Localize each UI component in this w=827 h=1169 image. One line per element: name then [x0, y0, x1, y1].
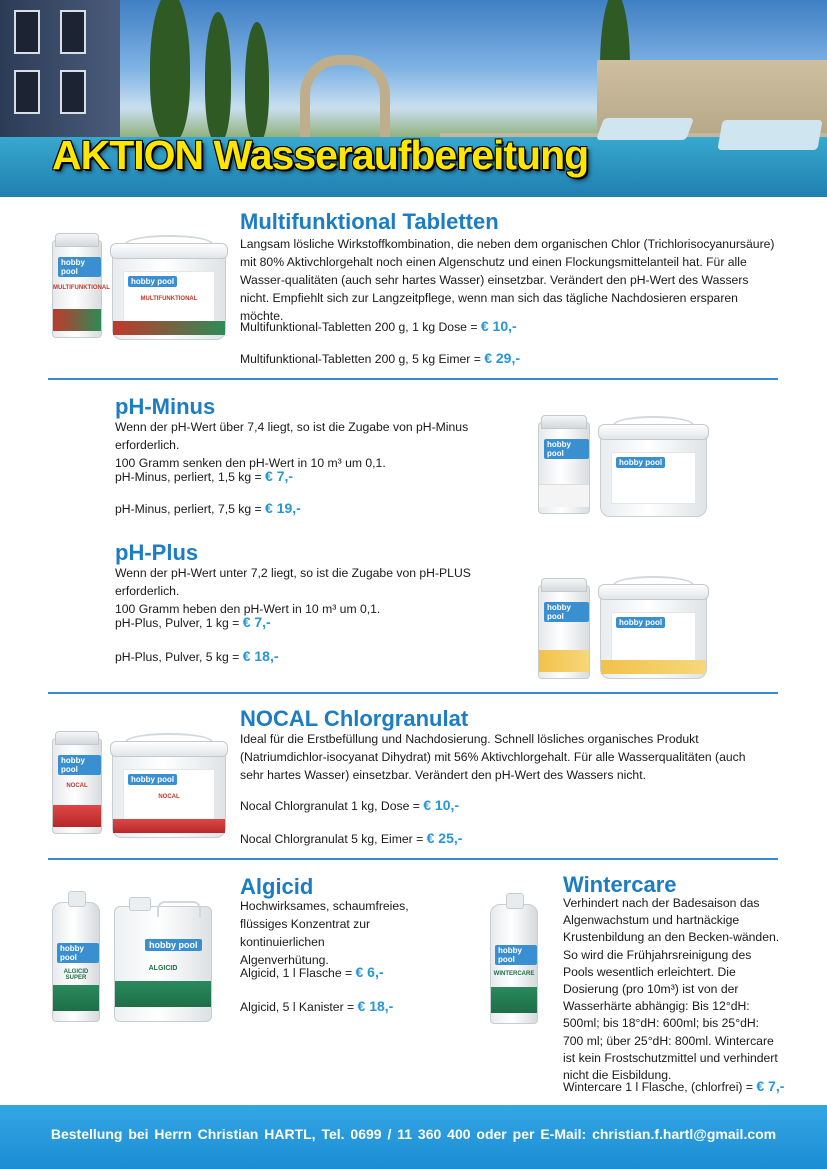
wintercare-description: Verhindert nach der Badesaison das Algenwachstum und hartnäckige Krustenbildung an den Becken-wänden. So wird die Frühjahrsreinigung des Pools wesentlich erleichtert. Die Dosierung (pro 10m³) ist von der Wasserhärte abhängig: Bis 12°dH: 500ml; bis 18°dH: 600ml; bis 25°dH: 700 ml; über 25°dH: 800ml. Wintercare ist kein Frostschutzmittel und verhindert nicht die Eisbildung. [563, 896, 780, 1083]
section-divider [48, 692, 778, 694]
price: € 25,- [426, 830, 463, 846]
offer-line: Nocal Chlorgranulat 1 kg, Dose = € 10,- [240, 797, 460, 813]
offer-line: Multifunktional-Tabletten 200 g, 5 kg Eimer = € 29,- [240, 350, 521, 366]
multifunktional-title: Multifunktional Tabletten [240, 209, 499, 234]
price: € 7,- [265, 468, 294, 484]
wintercare-title: Wintercare [563, 872, 677, 897]
ph-minus-title: pH-Minus [115, 394, 216, 419]
ph-plus-title: pH-Plus [115, 540, 199, 565]
section-divider [48, 858, 778, 860]
house-image [0, 0, 120, 150]
price: € 18,- [357, 998, 394, 1014]
offer-line: Wintercare 1 l Flasche, (chlorfrei) = € 7,- [563, 1078, 785, 1094]
price: € 10,- [423, 797, 460, 813]
ph-plus-description: Wenn der pH-Wert unter 7,2 liegt, so ist die Zugabe von pH-PLUS erforderlich. 100 Gramm heben den pH-Wert in 10 m³ um 0,1. [115, 566, 471, 616]
offer-line: pH-Plus, Pulver, 5 kg = € 18,- [115, 648, 279, 664]
offer-line: Nocal Chlorgranulat 5 kg, Eimer = € 25,- [240, 830, 463, 846]
price: € 6,- [355, 964, 384, 980]
price: € 7,- [242, 614, 271, 630]
offer-line: pH-Minus, perliert, 1,5 kg = € 7,- [115, 468, 294, 484]
price: € 7,- [756, 1078, 785, 1094]
offer-line: Algicid, 1 l Flasche = € 6,- [240, 964, 384, 980]
order-contact: Bestellung bei Herrn Christian HARTL, Tel. 0699 / 11 360 400 oder per E-Mail: christian.f.hartl@gmail.com [50, 1126, 777, 1142]
section-divider [48, 378, 778, 380]
algicid-description: Hochwirksames, schaumfreies, flüssiges Konzentrat zur kontinuierlichen Algenverhütung. [240, 899, 409, 967]
price: € 10,- [480, 318, 517, 334]
offer-line: pH-Minus, perliert, 7,5 kg = € 19,- [115, 500, 301, 516]
offer-line: pH-Plus, Pulver, 1 kg = € 7,- [115, 614, 271, 630]
price: € 19,- [265, 500, 301, 516]
banner-title: AKTION Wasseraufbereitung [52, 132, 589, 178]
offer-line: Algicid, 5 l Kanister = € 18,- [240, 998, 394, 1014]
offer-line: Multifunktional-Tabletten 200 g, 1 kg Dose = € 10,- [240, 318, 517, 334]
hero-banner [0, 0, 827, 197]
nocal-description: Ideal für die Erstbefüllung und Nachdosierung. Schnell lösliches organisches Produkt (Natriumdichlor-isocyanat Dihydrat) mit 56% Aktivchlorgehalt. Für alle Wasserqualitäten (auch sehr hartes Wasser) einsetzbar. Verändert den pH-Wert des Wassers nicht. [240, 732, 746, 782]
algicid-title: Algicid [240, 874, 314, 899]
nocal-title: NOCAL Chlorgranulat [240, 706, 469, 731]
ph-minus-description: Wenn der pH-Wert über 7,4 liegt, so ist die Zugabe von pH-Minus erforderlich. 100 Gramm senken den pH-Wert in 10 m³ um 0,1. [115, 420, 469, 470]
multifunktional-description: Langsam lösliche Wirkstoffkombination, die neben dem organischen Chlor (Trichlorisocyanursäure) mit 80% Aktivchlorgehalt noch einen Algenschutz und einen Flockungsmittelanteil hat. Für alle Wasser-qualitäten (auch sehr hartes Wasser) einsetzbar. Verändert den pH-Wert des Wassers nicht. Empfiehlt sich zur Langzeitpflege, wenn man sich das tägliche Nachdosieren ersparen möchte. [240, 237, 775, 323]
price: € 29,- [484, 350, 521, 366]
price: € 18,- [242, 648, 279, 664]
